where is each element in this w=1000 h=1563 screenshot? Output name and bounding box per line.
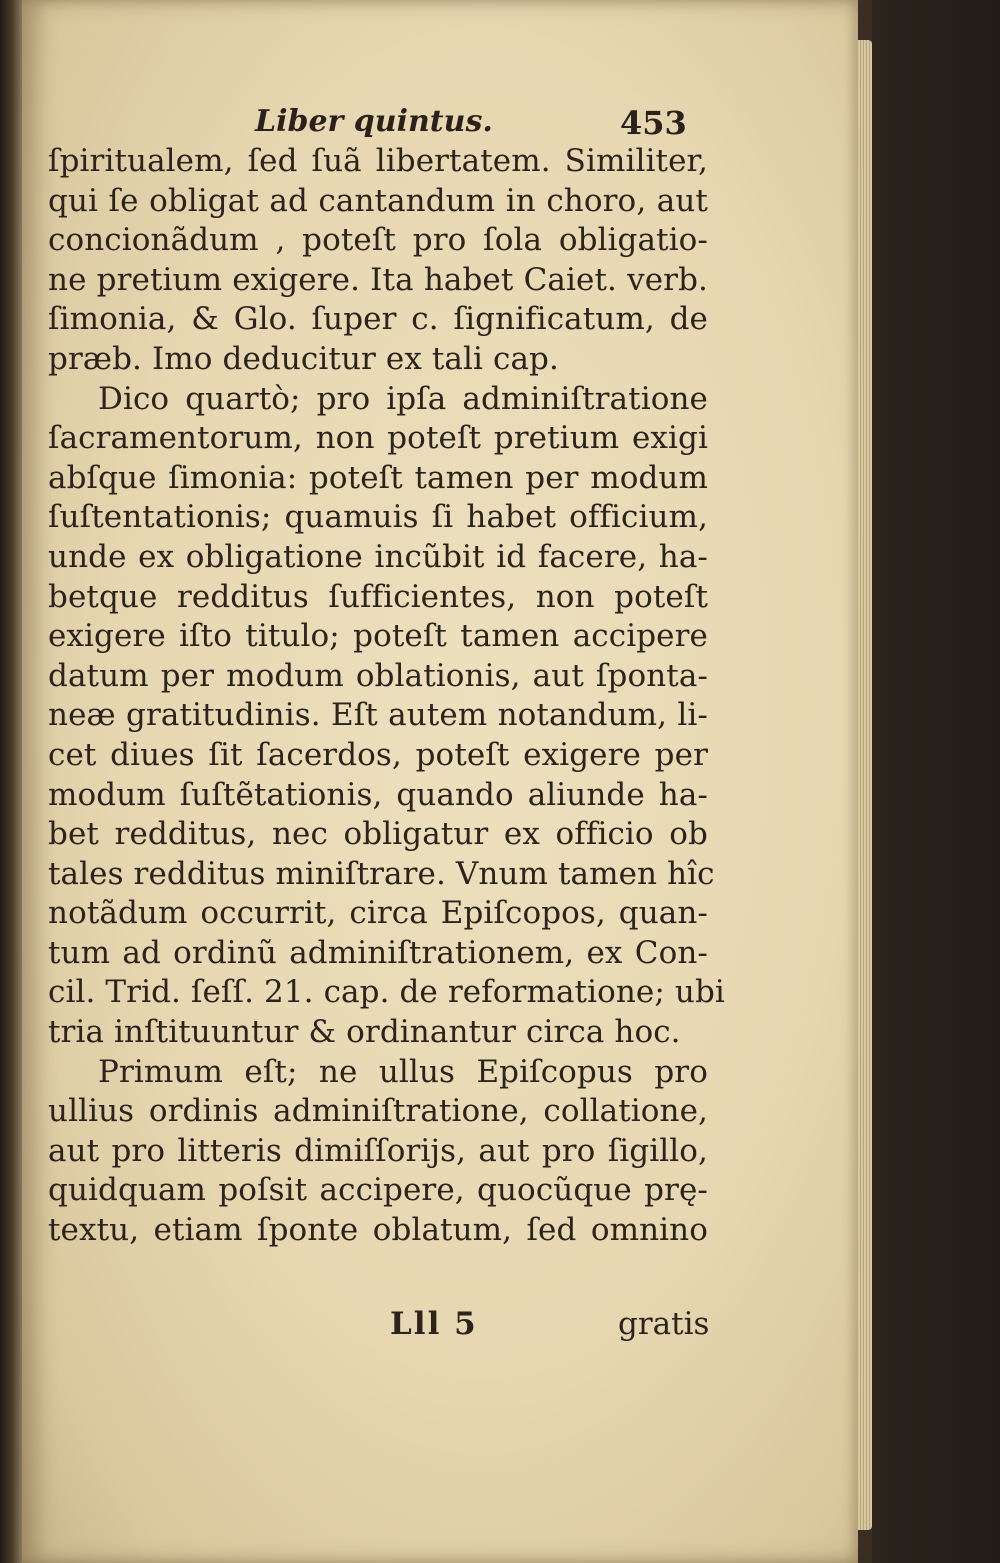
text-line: Primum eſt; ne ullus Epiſcopus pro xyxy=(98,1053,708,1090)
text-line: tria inſtituuntur & ordinantur circa hoc. xyxy=(48,1014,681,1051)
text-line: concionãdum , poteſt pro ſola obligatio- xyxy=(48,222,708,259)
text-line: ſpiritualem, ſed ſuã libertatem. Similiter, xyxy=(48,143,708,179)
text-line: tum ad ordinũ adminiſtrationem, ex Con- xyxy=(48,934,708,971)
text-line: præb. Imo deducitur ex tali cap. xyxy=(48,340,559,377)
page-footer xyxy=(0,1306,1000,1346)
text-line: qui ſe obligat ad cantandum in choro, aut xyxy=(48,182,708,219)
text-line: ullius ordinis adminiſtratione, collatione, xyxy=(48,1093,708,1130)
text-line: textu, etiam ſponte oblatum, ſed omnino xyxy=(48,1212,708,1249)
text-line: notãdum occurrit, circa Epiſcopos, quan- xyxy=(48,895,708,932)
text-line: aut pro litteris dimiſſorijs, aut pro ſigillo, xyxy=(48,1132,708,1169)
text-line: ſacramentorum, non poteſt pretium exigi xyxy=(48,420,708,457)
text-line: betque redditus ſufficientes, non poteſt xyxy=(48,578,708,615)
text-line: abſque ſimonia: poteſt tamen per modum xyxy=(48,459,708,496)
body-text xyxy=(48,142,725,1251)
text-line: cil. Trid. ſeſſ. 21. cap. de reformatione; ubi xyxy=(48,974,725,1011)
text-line: exigere iſto titulo; poteſt tamen accipere xyxy=(48,618,708,655)
text-line: bet redditus, nec obligatur ex officio ob xyxy=(48,816,708,853)
running-head xyxy=(0,104,1000,144)
catchword: gratis xyxy=(618,1306,710,1342)
text-line: ne pretium exigere. Ita habet Caiet. verb. xyxy=(48,261,708,298)
text-line: unde ex obligatione incũbit id facere, ha- xyxy=(48,538,708,575)
text-line: cet diues ſit ſacerdos, poteſt exigere per xyxy=(48,736,708,773)
text-line: Dico quartò; pro ipſa adminiſtratione xyxy=(98,380,708,417)
text-line: modum ſuſtẽtationis, quando aliunde ha- xyxy=(48,776,708,813)
text-line: quidquam poſsit accipere, quocũque prę- xyxy=(48,1172,708,1209)
page-number: 453 xyxy=(620,104,687,142)
text-line: ſuſtentationis; quamuis ſi habet officium, xyxy=(48,499,708,536)
running-title: Liber quintus. xyxy=(255,104,493,139)
text-line: ſimonia, & Glo. ſuper c. ſignificatum, de xyxy=(48,301,708,338)
text-line: neæ gratitudinis. Eſt autem notandum, li- xyxy=(48,697,708,734)
text-line: datum per modum oblationis, aut ſponta- xyxy=(48,657,708,694)
signature-mark: Lll 5 xyxy=(390,1306,478,1342)
text-line: tales redditus miniſtrare. Vnum tamen hîc xyxy=(48,855,715,892)
